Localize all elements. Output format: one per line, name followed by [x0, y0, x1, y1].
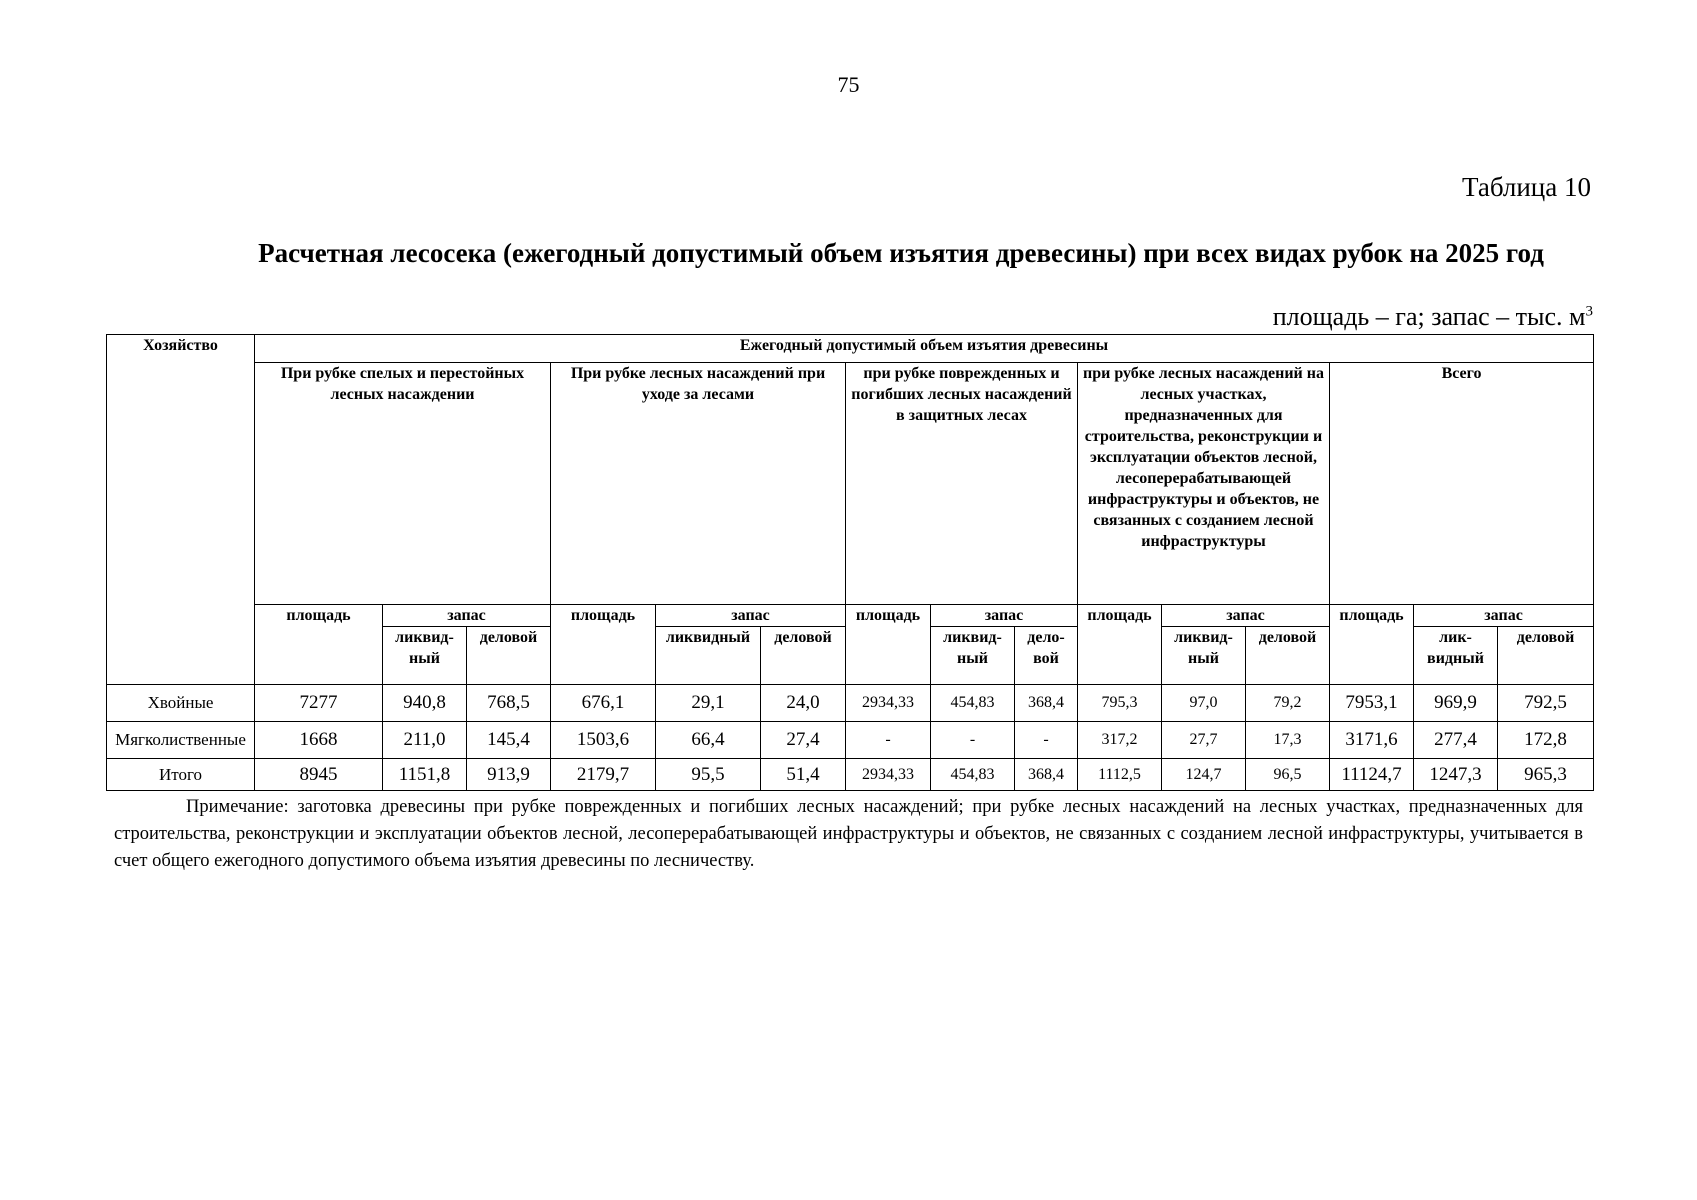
table-cell: 317,2	[1078, 722, 1162, 759]
row-total	[107, 759, 1594, 791]
header-area: площадь	[846, 605, 931, 685]
table-cell: 676,1	[551, 685, 656, 722]
harvest-table	[106, 334, 1594, 791]
table-cell: 454,83	[931, 759, 1015, 791]
header-liquid: лик- видный	[1414, 627, 1498, 685]
table-cell: 277,4	[1414, 722, 1498, 759]
table-cell: 172,8	[1498, 722, 1594, 759]
table-cell: -	[931, 722, 1015, 759]
header-group-damaged: при рубке поврежденных и погибших лесных насаждений в защитных лесах	[846, 363, 1078, 605]
row-label: Хвойные	[107, 685, 255, 722]
header-liquid: ликвид- ный	[383, 627, 467, 685]
table-cell: 95,5	[656, 759, 761, 791]
header-group-construction: при рубке лесных насаждений на лесных участках, предназначенных для строительства, реконструкции и эксплуатации объектов лесной, лесоперерабатывающей инфраструктуры и объектов, не связанных с созданием лесной инфраструктуры	[1078, 363, 1330, 605]
header-commercial: деловой	[761, 627, 846, 685]
header-liquid: ликвид- ный	[931, 627, 1015, 685]
row-label: Итого	[107, 759, 255, 791]
header-group-mature: При рубке спелых и перестойных лесных насаждении	[255, 363, 551, 605]
table-cell: 124,7	[1162, 759, 1246, 791]
header-liquid: ликвидный	[656, 627, 761, 685]
table-cell: 1151,8	[383, 759, 467, 791]
units-superscript: 3	[1585, 303, 1593, 320]
table-cell: 1247,3	[1414, 759, 1498, 791]
table-cell: 27,7	[1162, 722, 1246, 759]
header-commercial: деловой	[467, 627, 551, 685]
row-softwood	[107, 722, 1594, 759]
table-cell: 2179,7	[551, 759, 656, 791]
header-area: площадь	[1078, 605, 1162, 685]
table-cell: 965,3	[1498, 759, 1594, 791]
units-note	[1273, 302, 1593, 332]
table-cell: 7277	[255, 685, 383, 722]
table-cell: 368,4	[1015, 685, 1078, 722]
table-cell: 368,4	[1015, 759, 1078, 791]
table-body	[107, 685, 1594, 791]
header-area: площадь	[1330, 605, 1414, 685]
table-cell: 940,8	[383, 685, 467, 722]
table-cell: -	[846, 722, 931, 759]
table-cell: 29,1	[656, 685, 761, 722]
table-cell: 2934,33	[846, 685, 931, 722]
footnote: Примечание: заготовка древесины при рубке поврежденных и погибших лесных насаждений; при рубке лесных насаждений на лесных участках, предназначенных для строительства, реконструкции и эксплуатации объектов лесной, лесоперерабатывающей инфраструктуры и объектов, не связанных с созданием лесной инфраструктуры, учитывается в счет общего ежегодного допустимого объема изъятия древесины по лесничеству.	[114, 797, 1583, 871]
table-cell: 97,0	[1162, 685, 1246, 722]
table-cell: 66,4	[656, 722, 761, 759]
table-cell: 211,0	[383, 722, 467, 759]
table-cell: 2934,33	[846, 759, 931, 791]
table-cell: 913,9	[467, 759, 551, 791]
table-cell: 17,3	[1246, 722, 1330, 759]
header-stock: запас	[1414, 605, 1594, 627]
header-commercial: деловой	[1246, 627, 1330, 685]
table-cell: 8945	[255, 759, 383, 791]
header-liquid: ликвид- ный	[1162, 627, 1246, 685]
header-stock: запас	[931, 605, 1078, 627]
header-stock: запас	[656, 605, 846, 627]
header-commercial: дело- вой	[1015, 627, 1078, 685]
header-commercial: деловой	[1498, 627, 1594, 685]
table-label: Таблица 10	[1462, 172, 1591, 202]
table-cell: 27,4	[761, 722, 846, 759]
table-cell: 792,5	[1498, 685, 1594, 722]
table-cell: 11124,7	[1330, 759, 1414, 791]
table-cell: 1503,6	[551, 722, 656, 759]
row-conifer	[107, 685, 1594, 722]
table-cell: 1668	[255, 722, 383, 759]
header-main-group: Ежегодный допустимый объем изъятия древесины	[255, 335, 1594, 363]
table-cell: 51,4	[761, 759, 846, 791]
header-group-thinning: При рубке лесных насаждений при уходе за лесами	[551, 363, 846, 605]
table-cell: 768,5	[467, 685, 551, 722]
document-title: Расчетная лесосека (ежегодный допустимый объем изъятия древесины) при всех видах рубок на 2025 год	[258, 238, 1544, 268]
units-text: площадь – га; запас – тыс. м	[1272, 302, 1586, 331]
table-cell: 3171,6	[1330, 722, 1414, 759]
table-cell: 795,3	[1078, 685, 1162, 722]
table-cell: 24,0	[761, 685, 846, 722]
table-cell: -	[1015, 722, 1078, 759]
header-area: площадь	[255, 605, 383, 685]
table-cell: 969,9	[1414, 685, 1498, 722]
header-group-total: Всего	[1330, 363, 1594, 605]
table-cell: 79,2	[1246, 685, 1330, 722]
page-number: 75	[837, 72, 860, 97]
table-cell: 454,83	[931, 685, 1015, 722]
header-farm: Хозяйство	[107, 335, 255, 685]
header-stock: запас	[383, 605, 551, 627]
table-cell: 7953,1	[1330, 685, 1414, 722]
table-cell: 96,5	[1246, 759, 1330, 791]
table-cell: 1112,5	[1078, 759, 1162, 791]
header-area: площадь	[551, 605, 656, 685]
row-label: Мягколиственные	[107, 722, 255, 759]
header-stock: запас	[1162, 605, 1330, 627]
table-cell: 145,4	[467, 722, 551, 759]
